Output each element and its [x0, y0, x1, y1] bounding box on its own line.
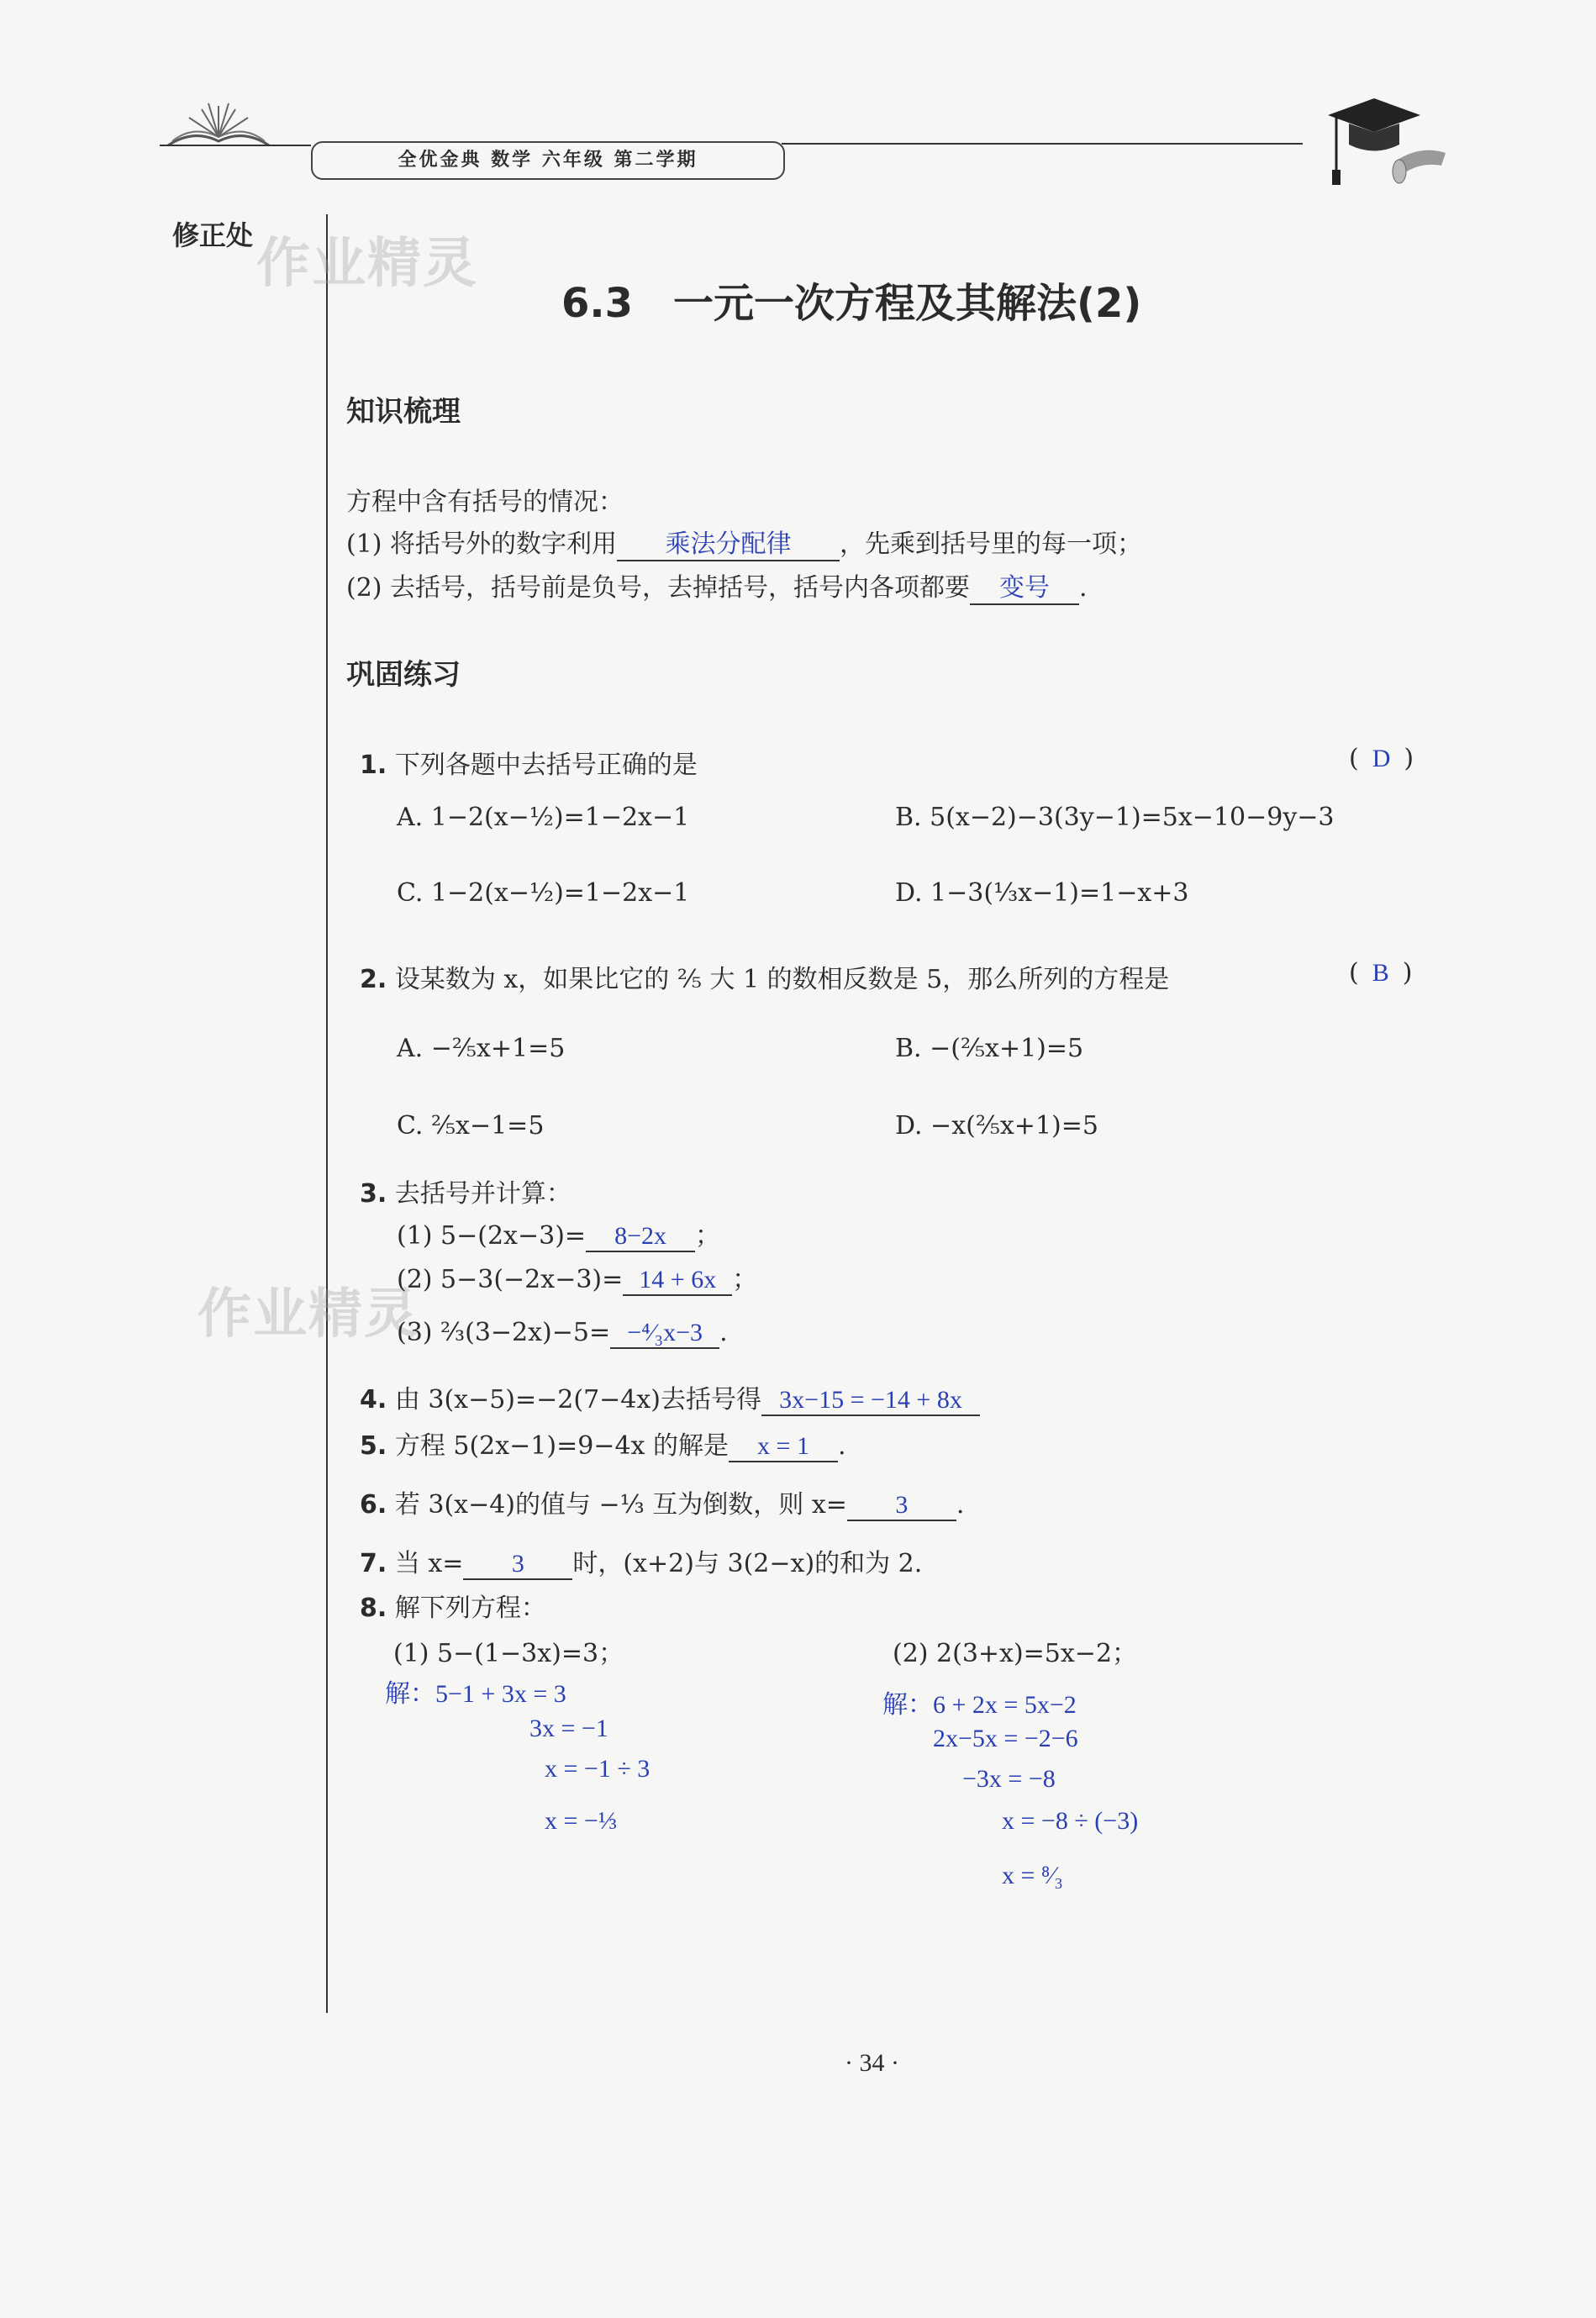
question-7-end: 时，(x+2)与 3(2−x)的和为 2. — [572, 1549, 923, 1578]
question-3-part-3-answer: −⁴⁄₃x−3 — [610, 1319, 719, 1349]
watermark-top: 作业精灵 — [256, 233, 478, 295]
question-2-option-d: D. −x(⅖x+1)=5 — [895, 1111, 1098, 1141]
knowledge-line-2 — [346, 566, 1088, 605]
question-1-number: 1. — [360, 751, 387, 780]
question-5-end: . — [838, 1431, 846, 1461]
question-2-text: 设某数为 x，如果比它的 ⅖ 大 1 的数相反数是 5，那么所列的方程是 — [394, 965, 1170, 994]
solution-2-line-1: 解：6 + 2x = 5x−2 — [882, 1691, 1077, 1719]
solution-2-line-2: 2x−5x = −2−6 — [933, 1725, 1078, 1752]
question-6 — [360, 1483, 964, 1521]
knowledge-line-1 — [346, 523, 1142, 561]
question-3-part-3-end: . — [719, 1318, 728, 1347]
question-6-number: 6. — [360, 1490, 387, 1520]
question-3-part-2-answer: 14 + 6x — [623, 1266, 732, 1296]
question-2-answer: ( B ) — [1349, 958, 1413, 988]
solution-1-line-4: x = −⅓ — [545, 1807, 618, 1835]
question-4-number: 4. — [360, 1385, 387, 1415]
blank-distributive-law: 乘法分配律 — [617, 523, 840, 561]
solution-2-line-3: −3x = −8 — [962, 1765, 1056, 1793]
solution-2-line-4: x = −8 ÷ (−3) — [1002, 1807, 1139, 1835]
question-5 — [360, 1425, 846, 1462]
solution-1-line-2: 3x = −1 — [529, 1715, 608, 1742]
knowledge-line-1-prefix: (1) 将括号外的数字利用 — [346, 529, 618, 559]
question-3-part-1-answer: 8−2x — [586, 1222, 695, 1252]
question-1 — [360, 744, 698, 781]
question-4-answer: 3x−15 = −14 + 8x — [761, 1386, 980, 1416]
question-1-option-c: C. 1−2(x−½)=1−2x−1 — [397, 878, 690, 908]
margin-label: 修正处 — [172, 219, 254, 251]
question-2-option-a: A. −⅖x+1=5 — [397, 1034, 566, 1063]
question-1-answer-value: D — [1372, 745, 1391, 772]
question-2-option-b: B. −(⅖x+1)=5 — [895, 1034, 1084, 1063]
question-3-number: 3. — [360, 1179, 387, 1209]
section-title-knowledge: 知识梳理 — [346, 395, 461, 429]
question-5-text: 方程 5(2x−1)=9−4x 的解是 — [394, 1431, 729, 1461]
knowledge-line-2-suffix: . — [1079, 573, 1088, 603]
knowledge-line-1-suffix: ，先乘到括号里的每一项； — [840, 529, 1143, 559]
question-1-option-b: B. 5(x−2)−3(3y−1)=5x−10−9y−3 — [895, 803, 1335, 832]
blank-change-sign: 变号 — [970, 566, 1079, 605]
question-1-option-d: D. 1−3(⅓x−1)=1−x+3 — [895, 878, 1189, 908]
question-2-option-c: C. ⅖x−1=5 — [397, 1111, 545, 1141]
question-6-answer: 3 — [847, 1491, 956, 1521]
question-4-text: 由 3(x−5)=−2(7−4x)去括号得 — [394, 1385, 761, 1415]
knowledge-line-2-prefix: (2) 去括号，括号前是负号，去掉括号，括号内各项都要 — [346, 573, 971, 603]
question-3-part-1 — [397, 1214, 720, 1252]
question-3-part-3 — [397, 1318, 728, 1349]
question-5-answer: x = 1 — [729, 1432, 838, 1462]
question-3-text: 去括号并计算： — [394, 1179, 572, 1209]
solution-1-line-1: 解：5−1 + 3x = 3 — [385, 1680, 566, 1708]
graduation-cap-icon — [1319, 94, 1454, 190]
question-1-answer: ( D ) — [1349, 744, 1414, 773]
question-8 — [360, 1587, 546, 1624]
question-7 — [360, 1542, 922, 1580]
question-6-text: 若 3(x−4)的值与 −⅓ 互为倒数，则 x= — [394, 1490, 847, 1520]
page-number: · 34 · — [845, 2049, 899, 2077]
question-4 — [360, 1378, 980, 1416]
question-8-part-1: (1) 5−(1−3x)=3； — [393, 1639, 624, 1668]
watermark-middle: 作业精灵 — [198, 1283, 419, 1346]
solution-1-line-3: x = −1 ÷ 3 — [545, 1755, 651, 1783]
question-3 — [360, 1172, 572, 1209]
question-3-part-1-end: ； — [695, 1221, 721, 1251]
solution-2-line-5: x = ⁸⁄₃ — [1002, 1862, 1063, 1889]
section-title-practice: 巩固练习 — [346, 658, 461, 692]
question-1-option-a: A. 1−2(x−½)=1−2x−1 — [397, 803, 690, 832]
question-8-text: 解下列方程： — [394, 1594, 546, 1623]
question-3-part-2-end: ； — [732, 1265, 758, 1294]
question-2-number: 2. — [360, 965, 387, 994]
page-title: 6.3 一元一次方程及其解法(2) — [561, 280, 1142, 327]
header-rule-right — [782, 143, 1303, 145]
question-7-text: 当 x= — [394, 1549, 464, 1578]
question-8-number: 8. — [360, 1594, 387, 1623]
header-rule-left — [160, 145, 311, 146]
question-7-number: 7. — [360, 1549, 387, 1578]
question-3-part-2 — [397, 1258, 757, 1296]
question-1-text: 下列各题中去括号正确的是 — [394, 751, 698, 780]
question-2-answer-value: B — [1372, 959, 1389, 987]
question-5-number: 5. — [360, 1431, 387, 1461]
header-banner-text: 全优金典 数学 六年级 第二学期 — [398, 150, 698, 171]
header-banner — [311, 141, 785, 180]
margin-divider — [326, 214, 328, 2013]
knowledge-intro: 方程中含有括号的情况： — [346, 487, 624, 517]
question-3-part-3-text: (3) ⅔(3−2x)−5= — [397, 1318, 611, 1347]
question-3-part-1-text: (1) 5−(2x−3)= — [397, 1221, 587, 1251]
question-6-end: . — [956, 1490, 965, 1520]
question-3-part-2-text: (2) 5−3(−2x−3)= — [397, 1265, 624, 1294]
question-2 — [360, 958, 1169, 995]
question-7-answer: 3 — [463, 1550, 572, 1580]
question-8-part-2: (2) 2(3+x)=5x−2； — [893, 1639, 1138, 1668]
